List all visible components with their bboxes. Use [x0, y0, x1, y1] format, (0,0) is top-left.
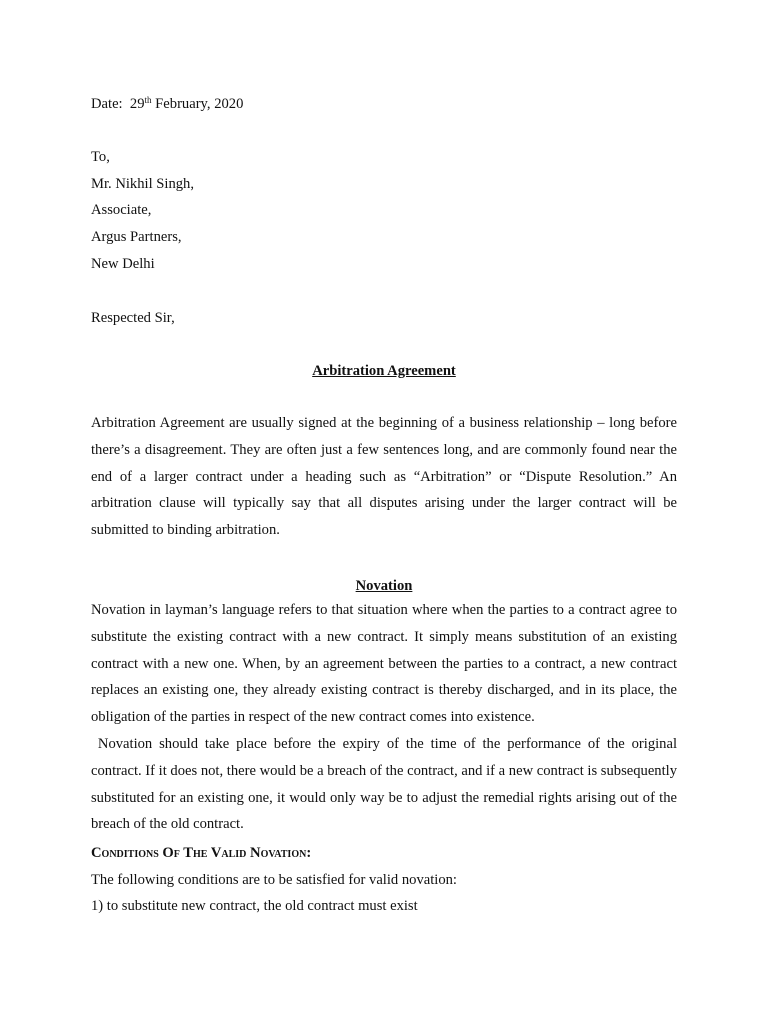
condition-item-1: 1) to substitute new contract, the old contract must exist — [91, 898, 418, 914]
conditions-heading: Conditions Of The Valid Novation: — [91, 845, 312, 861]
recipient-company: Argus Partners, — [91, 229, 182, 245]
date-suffix: th — [144, 95, 152, 105]
section-heading-novation: Novation — [355, 578, 413, 594]
conditions-intro: The following conditions are to be satisfied for valid novation: — [91, 872, 457, 888]
date-rest: February, 2020 — [155, 96, 244, 112]
date-label: Date: — [91, 96, 123, 112]
to-line: To, — [91, 149, 110, 165]
date-day: 29 — [129, 96, 145, 112]
date-line — [91, 95, 243, 113]
novation-paragraph-1: Novation in layman’s language refers to that situation where when the parties to a contract agree to substitute the existing contract with a new contract. It simply means substitution of an existing contract with a new one. When, by an agreement between the parties to a contract, a new contract replaces an existing one, they already existing contract is thereby discharged, and in its place, the obligation of the parties in respect of the new contract comes into existence. — [91, 602, 677, 726]
recipient-title: Associate, — [91, 202, 152, 218]
recipient-city: New Delhi — [91, 256, 155, 272]
section-heading-arbitration: Arbitration Agreement — [312, 363, 456, 379]
recipient-name: Mr. Nikhil Singh, — [91, 176, 194, 192]
salutation: Respected Sir, — [91, 310, 175, 326]
novation-paragraph-2: Novation should take place before the expiry of the time of the performance of the original contract. If it does not, there would be a breach of the contract, and if a new contract is subsequently substituted for an existing one, it would only way be to adjust the remedial rights arising out of the breach of the old contract. — [91, 736, 681, 833]
arbitration-paragraph: Arbitration Agreement are usually signed at the beginning of a business relationship – long before there’s a disagreement. They are often just a few sentences long, and are commonly found near the end of a larger contract under a heading such as “Arbitration” or “Dispute Resolution.” An arbitration clause will typically say that all disputes arising under the larger contract will be submitted to binding arbitration. — [91, 415, 677, 539]
